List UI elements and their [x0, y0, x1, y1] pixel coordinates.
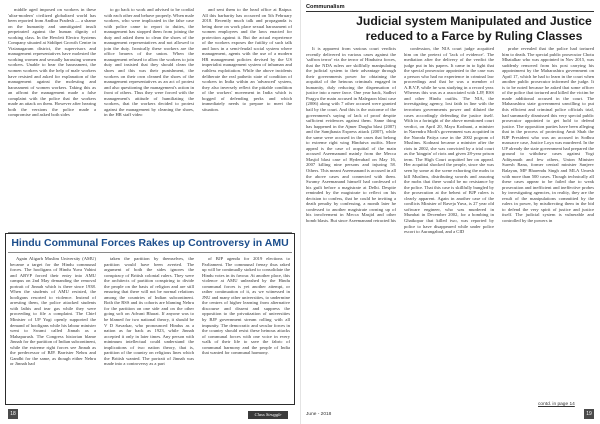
- page-number-right: 19: [584, 409, 594, 419]
- left-col-2: [104, 7, 194, 229]
- section-rule: [306, 11, 594, 12]
- article-col-1-text: Again Aligarh Muslim University (AMU) became a target for the Hindu communal forces. The hooligans of Hindu Yuva Vahini and ABVP forced their entry into AMU campus on 2nd May demanding the removal portrait of Jinnah which is there since 1938. When the students of AMU resisted, the hooligans resorted to violence. Instead of arresting them, the police attacked students with lathis and tear gas while they were proceeding to file a complaint. The Chief Minister of UP Yogi openly supported the demand of hooligans while his labour minister went to Swami called Jinnah as a Mahapurush. The Congress historian blame Jinnah for the partition of Indian subcontinent, while the extreme right forces see Jinnah as the predecessor of BJP. Barrister Nehru and Gandhi for the same, as though either Nehru or Jinnah had: [10, 256, 96, 367]
- article-col-2-text: taken the partition by themselves, the partition would have been averted. The argument of both the sides ignores the conspiracy of British colonial rulers. They were the architects of partition conspiring to divide the people on the basis of religion and are still ensuring that there will not be normal relations among the countries of Indian subcontinent. Both the RSS and its cohorts are blaming Nehru for the partition on one side and on the other going soft on Advani Bharat. If anyone was to be blamed for two national theory, it should be V D Savarkar, who pronounced Hindus as a nation as far back as 1923, while Jinnah accepted it only in later times. Any person with minimum intellectual could understand the implications of two nation theory, that is, partition of the country on religious lines which the British wanted. The portrait of Jinnah was made into a controversy as a part: [104, 256, 194, 367]
- right-col-1: [306, 46, 396, 406]
- title-rule: [8, 252, 292, 253]
- right-col-2-text: confession, the NIA court judge acquitted him on the pretext of 'lack of evidence'. The mediation after the delivery of the verdict the judge put in his papers. It came in to light that the special prosecutor appointed to the case was a person who had no experience in criminal law proceedings and that he was a member of A.B.V.P, while he was studying in a record year. Whereas this was as a associated with LJP, RSS and other Hindu outfits. The NIA, the investigating agency, lost faith in line with the terrorism governments power and diluted the cases accordingly defending the justice itself. With in a fortnight of the above mentioned court verdict, on April 20, Maya Kodnani, a minister in Narendra Modi's government was acquitted in the Naroda Patiya case in the 2002 pogrom of Muslims. Kodnani became a minister after the riots in 2002, she was convicted by a trial court as the 'kingpin' of riots and given 28-year prison term. The High Court acquitted her on appeal. Her acquittal shocked the people, since she was seen by some at the scene exhorting the mobs to kill Muslims, distributing swords and assuring the mobs that there would be no resistance by the police. That this case is skillfully bungled by the prosecution at the behest of BJP rulers is clearly apparent. Again in another case of the conflicts Minister of Raveja Yuva, is 27 year old software engineer, who was murdered in Mumbai in December 2002, for a bombing in Ghatkopar that killed two, was reported by police to have disappeared while under police escort to Aurangabad, and a CID: [404, 46, 494, 235]
- continued-link[interactable]: contd. in page 14: [538, 402, 575, 407]
- right-col-1-text: It is apparent from various court verdicts recently delivered in various cases against the 'saffron terror' viz the terror of Hindutva forces, that the NDA rulers are skillfully manipulating the judicial system to their advantage through their governments power for obtaining the acquittal of the heinous criminals engaged in humanity, duly reducing the dispensation of justice into a mere farce. One year back, Sadhvi Pragya the main accused in Malegaon blast case (2006) along with 7 other accused were granted bail by the court. And this is the outcome of the government's saying of lack of proof despite sufficient evidences against them. Same thing has happened in the Ajmer Dargha blast (2007) and the Samjhauta Express attack (2007), while the same were accused in the cases that belong to extreme right wing Hindutva outfits. More appeal is the case of acquittal of the main accused Aseemanand mainly from the Mecca Masjid blast case of Hyderabad on May 16, 2007 killing nine persons and injuring 58. Others. This meant Aseemanand is accused in all the above cases and connected with them. Swamy Aseemanand himself had confessed of his guilt before a magistrate at Delhi. Despite reminded by the magistrate to reflect on his decision to confess, that he could be inviting a death penalty by confessing, a month later he confessed to another magistrate owning up of his involvement in Mecca Masjid and other bomb blasts. But since Aseemanand retracted his: [306, 46, 396, 223]
- page-number-left: 18: [8, 409, 18, 419]
- continued-note[interactable]: [538, 402, 575, 408]
- left-col-1-text: middle aged imposed on workers in these 'ultra-modern' civilized globalized world has been reported from Andhra Pradesh — a shame on the humanity and unmitigated insult perpetrated against the human dignity of working class. In the Hewlett Electro Systems Company situated at Siddipet Growth Centre in Vizianagaram district, the supervisors and management representatives have molested the working women and sexually harassing women workers. Unable to bear the harassment, the women workers with the help of male workers have resisted and asked for explanation of the management against the molesting and harassment of women workers. Taking this as an affront the management made a false complaint with the police that the workers made an attack on them. However after hearing both the versions the police made a compromise and asked both sides: [8, 7, 96, 118]
- right-col-2: [404, 46, 494, 406]
- footer-date: June - 2018: [306, 412, 332, 417]
- right-col-3-text: probe revealed that the police had tortured him to death. The special public prosecutor Chotu Mhatalkar who was appointed in Nov 2015, was suddenly removed from his post carrying his appointment by the Maharashtra government on April 17, which he had to learn in the court when another public prosecutor informed the judge. It is to be noted because he asked that some officer of the police that tortured and killed the victim be made additional accused in the court. The Maharashtra state government unwilling to put this efficient and criminal police officials trial, had summarily dismissed this very special public prosecutor appointed to get hold to defend justice. The opposition parties have been alleging that in the process of protecting Amit Shah the BJP President who was an accused in Sodhra massacre case, Justice Loya was murdered. In the UP already the state government had prepared the ground to withdraw cases against Yogi Adityanath and few others, Union Minister Suresh Rana, former central minister Sanjeev Balayan, MP Bharendu Singh and MLA Umesh with more than 500 cases. Though technically all these cases appear to be failed due to weak prosecution and inefficient and ineffective probes by investigating agencies, in reality, they are the result of the manipulations committed by the rulers in power, by misdirecting them in the bid to defend the very spirit of justice and justice itself. The judicial system is vulnerable and controlled by the powers in: [502, 46, 594, 223]
- left-col-3: [202, 7, 292, 229]
- article-col-3-text: of BJP agenda for 2019 elections to Parliament. The communal frenzy thus raked up will be continually stoked to consolidate the Hindu votes in its favour. At another place, this violence at AMU unleashed by the Hindu communal forces is yet another attempt, or rather continuation of it, as we witnessed in JNU and many other universities, to undermine the centres of higher learning from alternative discourse and dissent and suppress the opposition to the privatization of universities by BJP government stream rolling with all impunity. The democratic and secular forces in the country should resist these heinous attacks of communal forces with one voice in every walk of their life to save the fabric of communal harmony and the people of India that wanted for communal harmony.: [202, 256, 290, 356]
- article-headline: Judicial system Manipulated and Justice reduced to a Farce by Ruling Classes: [356, 14, 592, 43]
- article-title: Hindu Communal Forces Rakes up Controversy in AMU: [11, 237, 289, 249]
- left-col-1: [8, 7, 96, 229]
- left-col-3-text: and sent them to the head office at Raipur. All this barbarity has occurred on 5th February 2018. Recently much talk and propaganda is being done on work place sexual harassment of women employees and the laws enacted for protection against it. But the actual experience of the workers exposes the futility of such talk and laws in a semi-feudal social system where management, agents with the use of a modern HR management policies devised by the US imperialist management system of inhuman and ruthless exploitation. While the above incidents deliberate the real pathetic state of condition of workers in India within an 'advanced' system, they also inversely reflect the pitiable condition of the workers' movement in India which is bogged of defending perks and which immediately needs to prepare to meet the situation.: [202, 7, 292, 112]
- article-col-3: [202, 256, 290, 402]
- section-label: Communalism: [306, 4, 345, 10]
- article-col-1: [10, 256, 96, 402]
- footer-publication-name: Class Struggle: [248, 411, 288, 419]
- article-col-2: [104, 256, 194, 402]
- right-col-3: [502, 46, 594, 400]
- left-col-2-text: to go back to work and advised to be cordial with each other and behave properly. When male workers, who were implicated in the false case with police came to report to duties, the management has stopped them from joining the duty and asked them to clean the shoes of the management representatives and not allowed to join the duty. Ironically these workers are the office bearers of the union. When the management refused to allow the workers to join duty and insisted that they should clean the shoes and this was their punishment, the workers on their own cleaned the shoes of the management representatives as an act of protest and also questioning the management's action in front of others. Thus they were forced with the management's attitude of humiliating the workers, that the workers decided to protest against the management by cleaning the shoes, in the HR staff video: [104, 7, 194, 118]
